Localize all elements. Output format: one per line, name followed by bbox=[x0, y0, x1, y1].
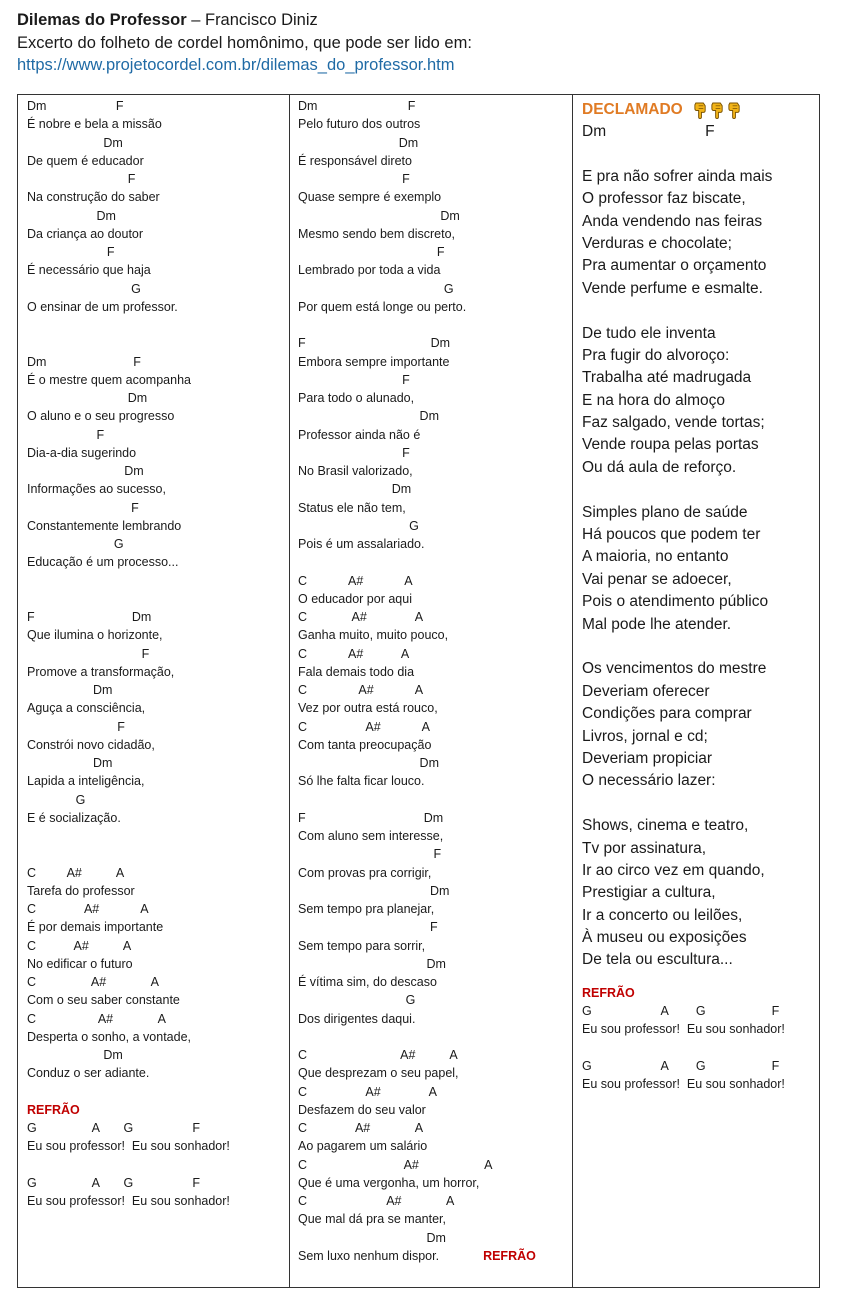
col2-line: Com aluno sem interesse, bbox=[298, 829, 444, 843]
col2-line: No Brasil valorizado, bbox=[298, 464, 413, 478]
col1-line: G bbox=[27, 537, 124, 551]
verse-line: Vai penar se adoecer, bbox=[582, 570, 732, 588]
blank-line bbox=[582, 1039, 819, 1057]
verse-line: O necessário lazer: bbox=[582, 772, 716, 790]
col2-line: F bbox=[298, 245, 445, 259]
col1-line: F bbox=[27, 500, 139, 515]
col2-line: G bbox=[298, 281, 454, 296]
col2-line: Ao pagarem um salário bbox=[298, 1139, 428, 1154]
col2-line: G bbox=[298, 993, 416, 1008]
col2-line: Embora sempre importante bbox=[298, 354, 450, 369]
col2-line: F Dm bbox=[298, 336, 451, 351]
col2-line: C A# A bbox=[298, 719, 430, 734]
blank-line bbox=[27, 1083, 289, 1101]
col2-line: É vítima sim, do descaso bbox=[298, 975, 437, 989]
col2-line: Dm bbox=[298, 1230, 446, 1245]
verse-line: Deveriam oferecer bbox=[582, 682, 710, 700]
blank-line bbox=[27, 1156, 289, 1174]
blank-line bbox=[27, 334, 289, 352]
verse-line: Ou dá aula de reforço. bbox=[582, 458, 737, 476]
col1-line: É o mestre quem acompanha bbox=[27, 372, 191, 387]
verse-line: Vende roupa pelas portas bbox=[582, 436, 759, 454]
col2-line: Por quem está longe ou perto. bbox=[298, 299, 467, 314]
verse-line: Anda vendendo nas feiras bbox=[582, 212, 763, 230]
verse-line: Pra fugir do alvoroço: bbox=[582, 346, 730, 364]
col2-line: O educador por aqui bbox=[298, 591, 412, 606]
verse-line: Livros, jornal e cd; bbox=[582, 727, 708, 745]
col2-line: Fala demais todo dia bbox=[298, 664, 415, 679]
verse-line: Prestigiar a cultura, bbox=[582, 884, 716, 902]
col2-line: Professor ainda não é bbox=[298, 427, 421, 442]
col1-line: Dm F bbox=[27, 99, 124, 113]
col2-line: Pois é um assalariado. bbox=[298, 537, 425, 551]
chord-line: Dm F bbox=[582, 123, 715, 140]
verse-line: Verduras e chocolate; bbox=[582, 234, 732, 252]
col1-line: O ensinar de um professor. bbox=[27, 299, 178, 314]
col1-line: Tarefa do professor bbox=[27, 883, 135, 898]
col1-line: F bbox=[27, 427, 105, 442]
col1-line: F bbox=[27, 245, 115, 259]
col2-line: Lembrado por toda a vida bbox=[298, 263, 441, 278]
col1-line: Dm bbox=[27, 683, 113, 697]
col2-line: C A# A bbox=[298, 1048, 458, 1062]
author: – Francisco Diniz bbox=[186, 11, 318, 29]
col2-line: É responsável direto bbox=[298, 153, 412, 168]
verse-line: Pra aumentar o orçamento bbox=[582, 257, 767, 275]
blank-line bbox=[27, 572, 289, 590]
declamado-heading bbox=[582, 99, 819, 121]
col2-line: Sem tempo pra planejar, bbox=[298, 902, 435, 916]
col1-line: C A# A bbox=[27, 1011, 166, 1026]
col1-line: Lapida a inteligência, bbox=[27, 774, 145, 789]
refrao-block bbox=[582, 984, 819, 1094]
col2-line: F bbox=[298, 372, 410, 387]
refrao-label: REFRÃO bbox=[483, 1248, 536, 1263]
col1-line: C A# A bbox=[27, 865, 125, 880]
col2-line: C A# A bbox=[298, 1194, 455, 1208]
col1-line: Com o seu saber constante bbox=[27, 993, 180, 1008]
col2-line: Quase sempre é exemplo bbox=[298, 190, 442, 205]
verse-line: Há poucos que podem ter bbox=[582, 526, 761, 544]
col2-line: F bbox=[298, 172, 410, 186]
col2-line: C A# A bbox=[298, 646, 410, 661]
col1-line: É nobre e bela a missão bbox=[27, 117, 162, 132]
blank-line bbox=[27, 845, 289, 863]
song-title: Dilemas do Professor bbox=[17, 11, 187, 29]
verse-line: À museu ou exposições bbox=[582, 929, 747, 947]
col1-line: Dm bbox=[27, 756, 113, 770]
blank-line bbox=[582, 479, 819, 501]
col2-line: Só lhe falta ficar louco. bbox=[298, 774, 425, 789]
c3ref-line: Eu sou professor! Eu sou sonhador! bbox=[582, 1077, 785, 1092]
col1-line: Dm bbox=[27, 135, 123, 150]
col2-line: Dm bbox=[298, 208, 460, 223]
refrao-label: REFRÃO bbox=[582, 985, 635, 1000]
col1-line: F bbox=[27, 172, 136, 186]
col1-line: Na construção do saber bbox=[27, 190, 160, 205]
col2-line: C A# A bbox=[298, 610, 424, 624]
verse-line: Trabalha até madrugada bbox=[582, 369, 752, 387]
col1-line: De quem é educador bbox=[27, 153, 144, 168]
pointing-down-hand-icon bbox=[710, 102, 725, 119]
blank-line bbox=[298, 316, 572, 334]
col1-line: Aguça a consciência, bbox=[27, 701, 146, 716]
col2-line: C A# A bbox=[298, 573, 413, 588]
col1-line: O aluno e o seu progresso bbox=[27, 409, 175, 424]
blank-line bbox=[27, 827, 289, 845]
declamado-verses bbox=[582, 143, 819, 971]
verse-line: Mal pode lhe atender. bbox=[582, 615, 732, 633]
blank-line bbox=[298, 1028, 572, 1046]
col2-line: Que desprezam o seu papel, bbox=[298, 1066, 459, 1081]
declamado-label: DECLAMADO bbox=[582, 101, 683, 118]
lyrics-table bbox=[17, 94, 820, 1288]
verse-line: Os vencimentos do mestre bbox=[582, 660, 767, 678]
verse-line: Ir a concerto ou leilões, bbox=[582, 906, 743, 924]
col2-line: Que é uma vergonha, um horror, bbox=[298, 1175, 480, 1190]
col1-line: Dm bbox=[27, 208, 116, 223]
column-1 bbox=[18, 95, 290, 1287]
col1-line: F bbox=[27, 719, 125, 734]
verse-line: De tela ou escultura... bbox=[582, 951, 733, 969]
verse-line: O professor faz biscate, bbox=[582, 190, 746, 208]
col1-line: C A# A bbox=[27, 902, 149, 916]
col2-line: Com provas pra corrigir, bbox=[298, 865, 432, 880]
col1-line: Eu sou professor! Eu sou sonhador! bbox=[27, 1139, 230, 1154]
c3ref-line: G A G F bbox=[582, 1058, 780, 1073]
col2-line: C A# A bbox=[298, 683, 424, 697]
col1-line: Dm bbox=[27, 464, 144, 478]
blank-line bbox=[582, 793, 819, 815]
pointing-down-hand-icon bbox=[727, 102, 742, 119]
col1-line: F Dm bbox=[27, 610, 152, 624]
col2-line: Dm bbox=[298, 409, 439, 424]
col2-line: Status ele não tem, bbox=[298, 500, 406, 515]
col1-line: É necessário que haja bbox=[27, 263, 151, 278]
title-line bbox=[17, 9, 472, 32]
col1-line: C A# A bbox=[27, 975, 159, 989]
verse-line: De tudo ele inventa bbox=[582, 324, 716, 342]
col2-line: Dm bbox=[298, 756, 439, 770]
col2-line: Dm bbox=[298, 482, 412, 497]
col2-line: G bbox=[298, 518, 419, 533]
verse-line: E pra não sofrer ainda mais bbox=[582, 167, 773, 185]
pointing-down-hand-icon bbox=[693, 102, 708, 119]
col1-line: Promove a transformação, bbox=[27, 664, 175, 679]
col1-line: Informações ao sucesso, bbox=[27, 482, 166, 497]
verse-line: Faz salgado, vende tortas; bbox=[582, 414, 765, 432]
col2-line: Mesmo sendo bem discreto, bbox=[298, 226, 456, 241]
col2-line: Que mal dá pra se manter, bbox=[298, 1212, 446, 1227]
col1-line: Conduz o ser adiante. bbox=[27, 1066, 150, 1081]
blank-line bbox=[298, 791, 572, 809]
col2-line: Dos dirigentes daqui. bbox=[298, 1011, 416, 1026]
col1-line: G A G F bbox=[27, 1175, 200, 1190]
source-note: Excerto do folheto de cordel homônimo, que pode ser lido em: bbox=[17, 33, 472, 52]
verse-line: E na hora do almoço bbox=[582, 391, 726, 409]
col2-line: Para todo o alunado, bbox=[298, 391, 415, 405]
column-3 bbox=[573, 95, 819, 1287]
col2-line: Ganha muito, muito pouco, bbox=[298, 628, 449, 643]
blank-line bbox=[27, 590, 289, 608]
col2-line: Sem luxo nenhum dispor. REFRÃO bbox=[298, 1248, 536, 1263]
blank-line bbox=[582, 143, 819, 165]
col1-line: No edificar o futuro bbox=[27, 956, 133, 971]
document-header bbox=[17, 9, 472, 77]
col2-line: F bbox=[298, 920, 438, 935]
col1-line: G bbox=[27, 281, 141, 296]
col1-line: É por demais importante bbox=[27, 920, 164, 935]
verse-line: Condições para comprar bbox=[582, 705, 752, 723]
col2-line: Com tanta preocupação bbox=[298, 737, 432, 752]
col1-line: Dia-a-dia sugerindo bbox=[27, 445, 137, 460]
col1-line: Dm bbox=[27, 1048, 123, 1062]
col2-line: C A# A bbox=[298, 1157, 493, 1172]
verse-line: A maioria, no entanto bbox=[582, 548, 729, 566]
col2-line: F Dm bbox=[298, 810, 444, 825]
blank-line bbox=[582, 636, 819, 658]
col1-line: Dm bbox=[27, 391, 148, 405]
col2-line: Dm F bbox=[298, 99, 416, 113]
column-2 bbox=[290, 95, 573, 1287]
col2-line: Vez por outra está rouco, bbox=[298, 701, 438, 716]
col2-line: Dm bbox=[298, 956, 446, 971]
blank-line bbox=[298, 553, 572, 571]
col1-line: Eu sou professor! Eu sou sonhador! bbox=[27, 1194, 230, 1208]
col1-line: E é socialização. bbox=[27, 810, 121, 825]
col1-line: Educação é um processo... bbox=[27, 555, 179, 570]
c3ref-line: Eu sou professor! Eu sou sonhador! bbox=[582, 1022, 785, 1037]
verse-line: Deveriam propiciar bbox=[582, 749, 713, 767]
refrao-label: REFRÃO bbox=[27, 1102, 80, 1117]
verse-line: Vende perfume e esmalte. bbox=[582, 279, 763, 297]
col1-line: G bbox=[27, 792, 86, 807]
verse-line: Shows, cinema e teatro, bbox=[582, 817, 749, 835]
col1-line: Que ilumina o horizonte, bbox=[27, 628, 163, 643]
col2-line: F bbox=[298, 445, 410, 460]
col2-line: Dm bbox=[298, 883, 450, 898]
verse-line: Simples plano de saúde bbox=[582, 503, 748, 521]
col2-line: Pelo futuro dos outros bbox=[298, 117, 421, 132]
col1-line: Constrói novo cidadão, bbox=[27, 737, 155, 752]
col2-line: C A# A bbox=[298, 1121, 424, 1135]
col1-line: Constantemente lembrando bbox=[27, 518, 182, 533]
hands-group bbox=[693, 102, 742, 119]
col1-line: G A G F bbox=[27, 1121, 200, 1135]
source-link[interactable]: https://www.projetocordel.com.br/dilemas_do_professor.htm bbox=[17, 56, 455, 74]
blank-line bbox=[582, 300, 819, 322]
col2-line: Sem tempo para sorrir, bbox=[298, 938, 426, 953]
col2-line: F bbox=[298, 847, 442, 862]
col1-line: Desperta o sonho, a vontade, bbox=[27, 1029, 192, 1044]
col2-line: Dm bbox=[298, 135, 419, 150]
verse-line: Pois o atendimento público bbox=[582, 593, 769, 611]
c3ref-line: G A G F bbox=[582, 1004, 780, 1019]
col2-line: C A# A bbox=[298, 1084, 437, 1099]
col1-line: C A# A bbox=[27, 938, 132, 953]
blank-line bbox=[27, 316, 289, 334]
col1-line: Dm F bbox=[27, 354, 141, 369]
verse-line: Tv por assinatura, bbox=[582, 839, 707, 857]
col1-line: F bbox=[27, 646, 150, 661]
col1-line: Da criança ao doutor bbox=[27, 226, 144, 241]
col2-line: Desfazem do seu valor bbox=[298, 1102, 426, 1117]
verse-line: Ir ao circo vez em quando, bbox=[582, 861, 765, 879]
